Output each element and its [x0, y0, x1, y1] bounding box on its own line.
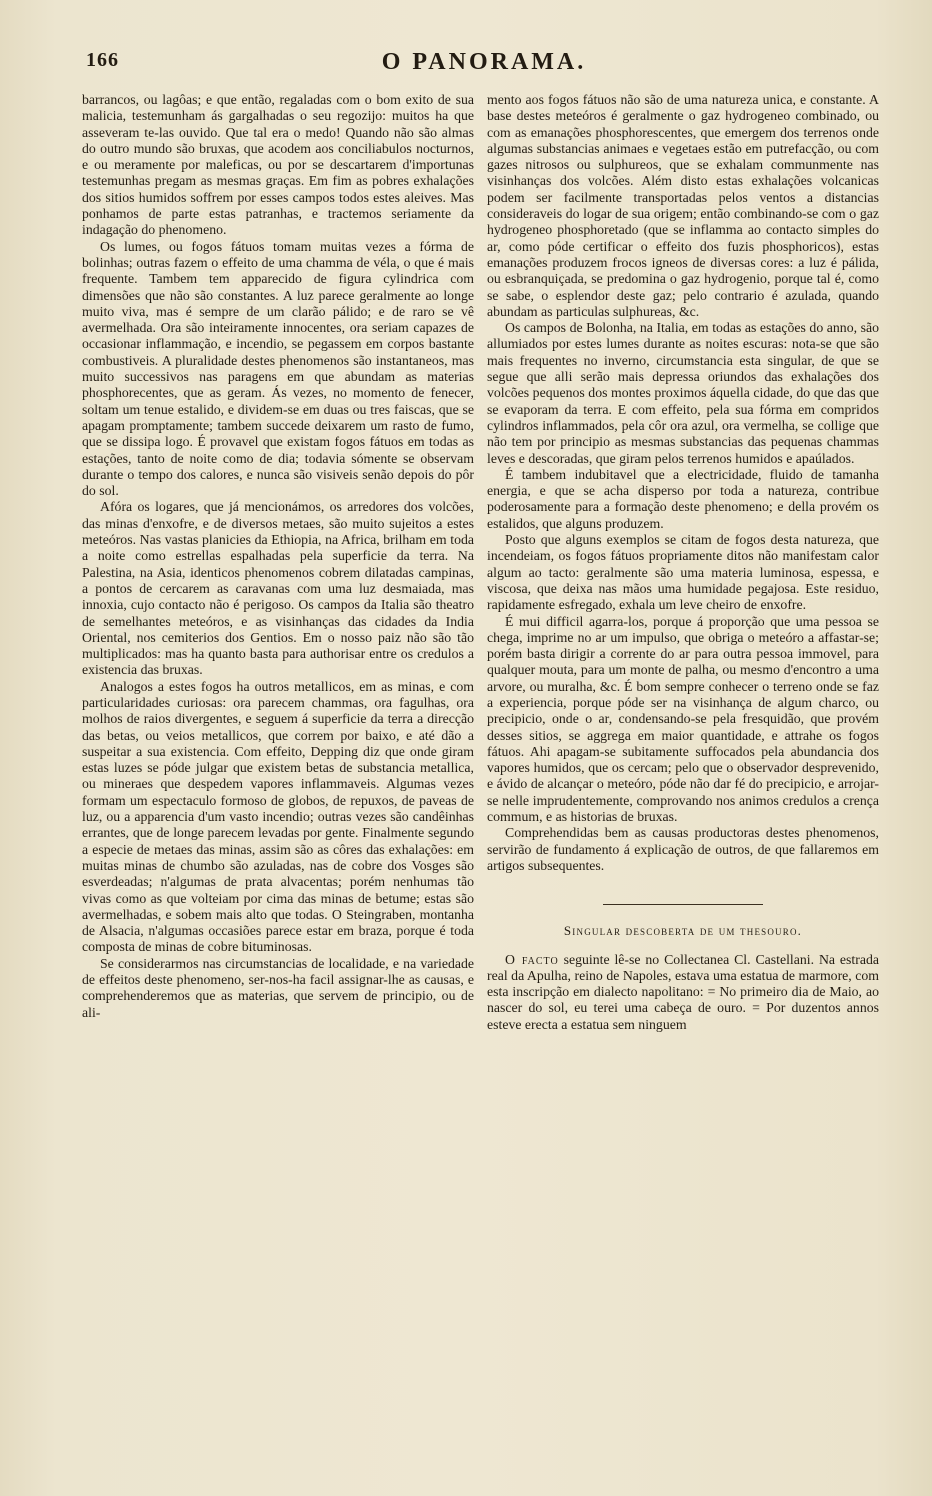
section-heading: Singular descoberta de um thesouro.: [563, 923, 803, 939]
paragraph: Comprehendidas bem as causas productoras destes phenomenos, servirão de fundamento á explicação de outros, de que fallaremos em artigos subsequentes.: [487, 825, 879, 873]
section-divider: [603, 904, 763, 905]
paragraph: Posto que alguns exemplos se citam de fogos desta natureza, que incendeiam, os fogos fátuos propriamente ditos não manifestam calor algum ao tacto: geralmente são uma materia luminosa, espessa, e viscosa, que deixa nas mãos uma humidade pegajosa. Este residuo, rapidamente esfregado, exhala um leve cheiro de enxofre.: [487, 532, 879, 613]
paragraph: É mui difficil agarra-los, porque á proporção que uma pessoa se chega, imprime no ar um impulso, que obriga o meteóro a affastar-se; porém basta dirigir a corrente do ar para outra pessoa immovel, para qualquer mouta, para um monte de palha, ou mesmo d'encontro a uma arvore, ou muralha, &c. É bom sempre conhecer o terreno onde se faz a experiencia, porque póde ser na visinhança de algum charco, ou precipicio, onde o ar, condensando-se pela fresquidão, que provém desses sitios, se aggrega em maior quantidade, e attrahe os fogos fátuos. Ahi apagam-se subitamente suffocados pela abundancia dos vapores humidos, que os cercam; pelo que o observador desprevenido, e ávido de alcançar o meteóro, póde não dar fé do precipicio, e arrojar-se nelle imprudentemente, comprovando nos animos credulos a crença commum, e as historias de bruxas.: [487, 613, 879, 825]
paragraph: mento aos fogos fátuos não são de uma natureza unica, e constante. A base destes meteóros é geralmente o gaz hydrogeneo combinado, ou com as emanações phosphorescentes, que emergem dos terrenos onde algumas substancias animaes e vegetaes estão em putrefacção, ou com gazes nitrosos ou sulphureos, que se exhalam communmente nas visinhanças dos volcões. Além disto estas exhalações volcanicas podem ser facilmente transportadas pelos ventos a distancias consideraveis do logar de sua origem; então combinando-se com o gaz hydrogeneo phosphoretado (que se inflamma ao contacto simples do ar, como póde certificar o effeito dos fuzis phosphoricos), estas emanações produzem frocos igneos de diversas cores: a luz é pálida, ou esbranquiçada, se predomina o gaz hydrogenio, porque tal é, como se sabe, o esplendor deste gaz; pelo contrario é azulada, quando abundam as particulas sulphureas, &c.: [487, 92, 879, 319]
paragraph: Analogos a estes fogos ha outros metallicos, em as minas, e com particularidades curiosas: ora parecem chammas, ora fagulhas, ora molhos de raios divergentes, e seguem á superficie da terra a direcção das betas, ou veios metallicos, que correm por baixo, e até dão a suspeitar a sua existencia. Com effeito, Depping diz que onde giram estas luzes se póde julgar que existem betas de substancia metallica, ou mineraes que despedem vapores inflammaveis. Algumas vezes formam um espectaculo formoso de globos, de repuxos, de paveas de luz, ou a apparencia d'um vasto incendio; outras vezes são candêinhas errantes, que de longe parecem levadas por gente. Finalmente segundo a especie de metaes das minas, assim são as côres das exhalações: em muitas minas de chumbo são azuladas, nas de cobre dos Vosges são esverdeadas; n'algumas de prata alvacentas; porém nenhumas tão vivas como as que volteiam por cima das minas de betume; estas são avermelhadas, e sobem mais alto que todas. O Steingraben, montanha de Alsacia, n'algumas occasiões parece estar em braza, porque é toda composta de minas de cobre bituminosas.: [82, 678, 474, 955]
paragraph: É tambem indubitavel que a electricidade, fluido de tamanha energia, e que se acha disperso por toda a natureza, contribue poderosamente para a formação deste phenomeno; e della provém os estalidos, que alguns produzem.: [487, 466, 879, 531]
left-column: [82, 92, 474, 1021]
paragraph: Se considerarmos nas circumstancias de localidade, e na variedade de effeitos deste phenomeno, ser-nos-ha facil assignar-lhe as causas, e comprehenderemos que as materias, que servem de principio, ou de ali-: [82, 955, 474, 1020]
paragraph: Os campos de Bolonha, na Italia, em todas as estações do anno, são allumiados por estes lumes durante as noites escuras: nota-se que são mais frequentes no inverno, circumstancia esta singular, de que se segue que alli serão mais depressa oriundos das exhalações dos volcões pequenos dos montes proximos áquella cidade, do que das que se evaporam da terra. E com effeito, pela sua fórma em compridos cylindros inflammados, pela côr ora azul, ora vermelha, se collige que não tem por principio as mesmas substancias das pequenas chammas leves e descoradas, que giram pelos terrenos humidos e apaúlados.: [487, 320, 879, 466]
page-header: [78, 46, 890, 80]
paragraph: Afóra os logares, que já mencionámos, os arredores dos volcões, das minas d'enxofre, e de diversos metaes, são muito sujeitos a estes meteóros. Nas vastas planicies da Ethiopia, na Africa, brilham em toda a noite como estrellas espalhadas pela superficie da terra. Na Palestina, na Asia, identicos phenomenos cobrem dilatadas campinas, a pontos de cercarem as caravanas com uma luz desmaiada, mas innoxia, cujo contacto não é perigoso. Os campos da Italia são theatro de semelhantes meteóros, e as visinhanças das cidades da India Oriental, nos cemiterios dos Gentios. Em o nosso paiz não são tão multiplicados: mas ha quanto basta para authorisar entre os credulos a existencia das bruxas.: [82, 499, 474, 678]
running-title: O PANORAMA.: [381, 49, 587, 75]
article-opening-paragraph: [487, 952, 879, 1033]
paragraph: barrancos, ou lagôas; e que então, regaladas com o bom exito de sua malicia, testemunham ás gargalhadas o seu regozijo: muitos ha que asseveram te-las ouvido. Que tal era o medo! Quando não são almas do outro mundo são bruxas, que acodem aos conciliabulos nocturnos, e ou meramente por maleficas, ou por se descartarem d'importunas testemunhas pregam as mesmas graças. Em fim as pobres exhalações dos sitios humidos soffrem por esses campos todos estes aleives. Mas ponhamos de parte estas patranhas, e tractemos seriamente da indagação do phenomeno.: [82, 92, 474, 238]
page-number: 166: [86, 49, 119, 71]
right-column: [487, 92, 879, 1033]
paragraph: Os lumes, ou fogos fátuos tomam muitas vezes a fórma de bolinhas; outras fazem o effeito de uma chamma de véla, o que é mais frequente. Tambem tem apparecido de figura cylindrica com dimensões que não são constantes. A luz parece geralmente ao longe muito viva, mas é sempre de um clarão pálido; e de raro se vê avermelhada. Ora são inteiramente innocentes, ora seriam capazes de occasionar inflammação, e incendio, se pegassem em corpos bastante combustiveis. A pluralidade destes phenomenos são instantaneos, mas muito successivos nas paragens em que abundam as materias phosphorecentes, que as geram. Ás vezes, no momento de fenecer, soltam um tenue estalido, e dividem-se em duas ou tres faiscas, que se apagam promptamente; tambem succede deixarem um rasto de fumo, que se dissipa logo. É provavel que existam fogos fátuos em todas as estações, tanto de noite como de dia; todavia sómente se observam durante o tempo dos calores, e nunca são visiveis senão depois do pôr do sol.: [82, 238, 474, 499]
article-lead-words: O facto: [505, 951, 559, 967]
article-text: seguinte lê-se no Collectanea Cl. Castellani. Na estrada real da Apulha, reino de Napoles, estava uma estatua de marmore, com esta inscripção em dialecto napolitano: = No primeiro dia de Maio, ao nascer do sol, eu terei uma cabeça de ouro. = Por duzentos annos esteve erecta a estatua sem ninguem: [487, 951, 879, 1032]
